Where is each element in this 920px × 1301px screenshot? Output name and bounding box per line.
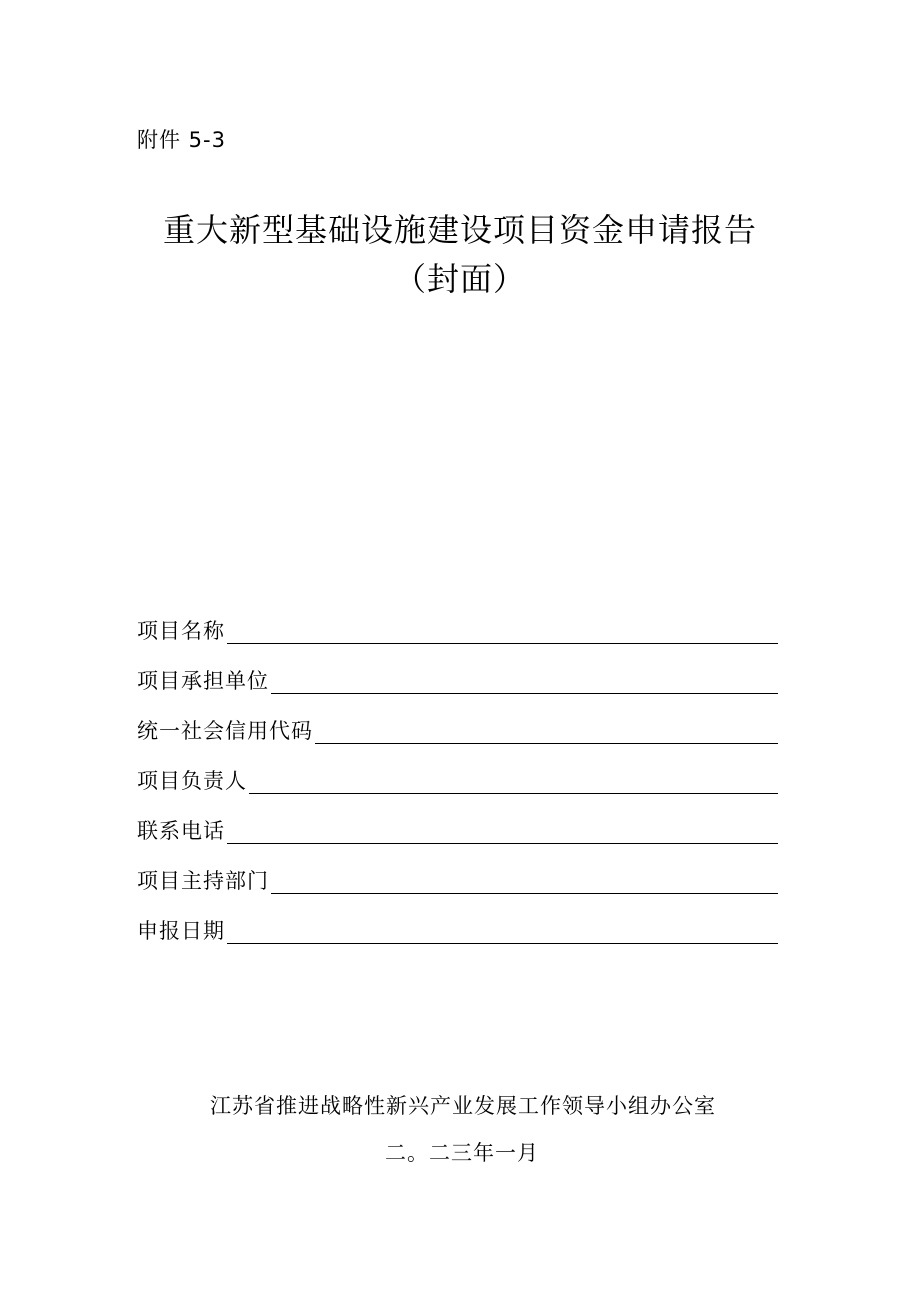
field-application-date <box>137 896 778 946</box>
field-label: 项目名称 <box>137 619 225 643</box>
document-title: 重大新型基础设施建设项目资金申请报告 <box>162 211 757 249</box>
cover-fields <box>137 596 778 946</box>
field-label: 项目负责人 <box>137 769 247 793</box>
fill-in-line <box>249 768 778 794</box>
fill-in-line <box>271 868 778 894</box>
issuing-office: 江苏省推进战略性新兴产业发展工作领导小组办公室 <box>210 1094 716 1118</box>
field-label: 统一社会信用代码 <box>137 719 313 743</box>
field-supervising-department <box>137 846 778 896</box>
field-label: 项目主持部门 <box>137 869 269 893</box>
field-label: 项目承担单位 <box>137 669 269 693</box>
field-credit-code <box>137 696 778 746</box>
issue-date: 二。二三年一月 <box>385 1141 539 1165</box>
field-contact-phone <box>137 796 778 846</box>
fill-in-line <box>271 668 778 694</box>
fill-in-line <box>227 618 778 644</box>
fill-in-line <box>227 918 778 944</box>
field-undertaking-unit <box>137 646 778 696</box>
fill-in-line <box>227 818 778 844</box>
field-label: 联系电话 <box>137 819 225 843</box>
field-project-leader <box>137 746 778 796</box>
field-label: 申报日期 <box>137 919 225 943</box>
fill-in-line <box>315 718 778 744</box>
document-subtitle: （封面） <box>393 260 526 298</box>
attachment-label: 附件 5-3 <box>137 128 226 152</box>
field-project-name <box>137 596 778 646</box>
